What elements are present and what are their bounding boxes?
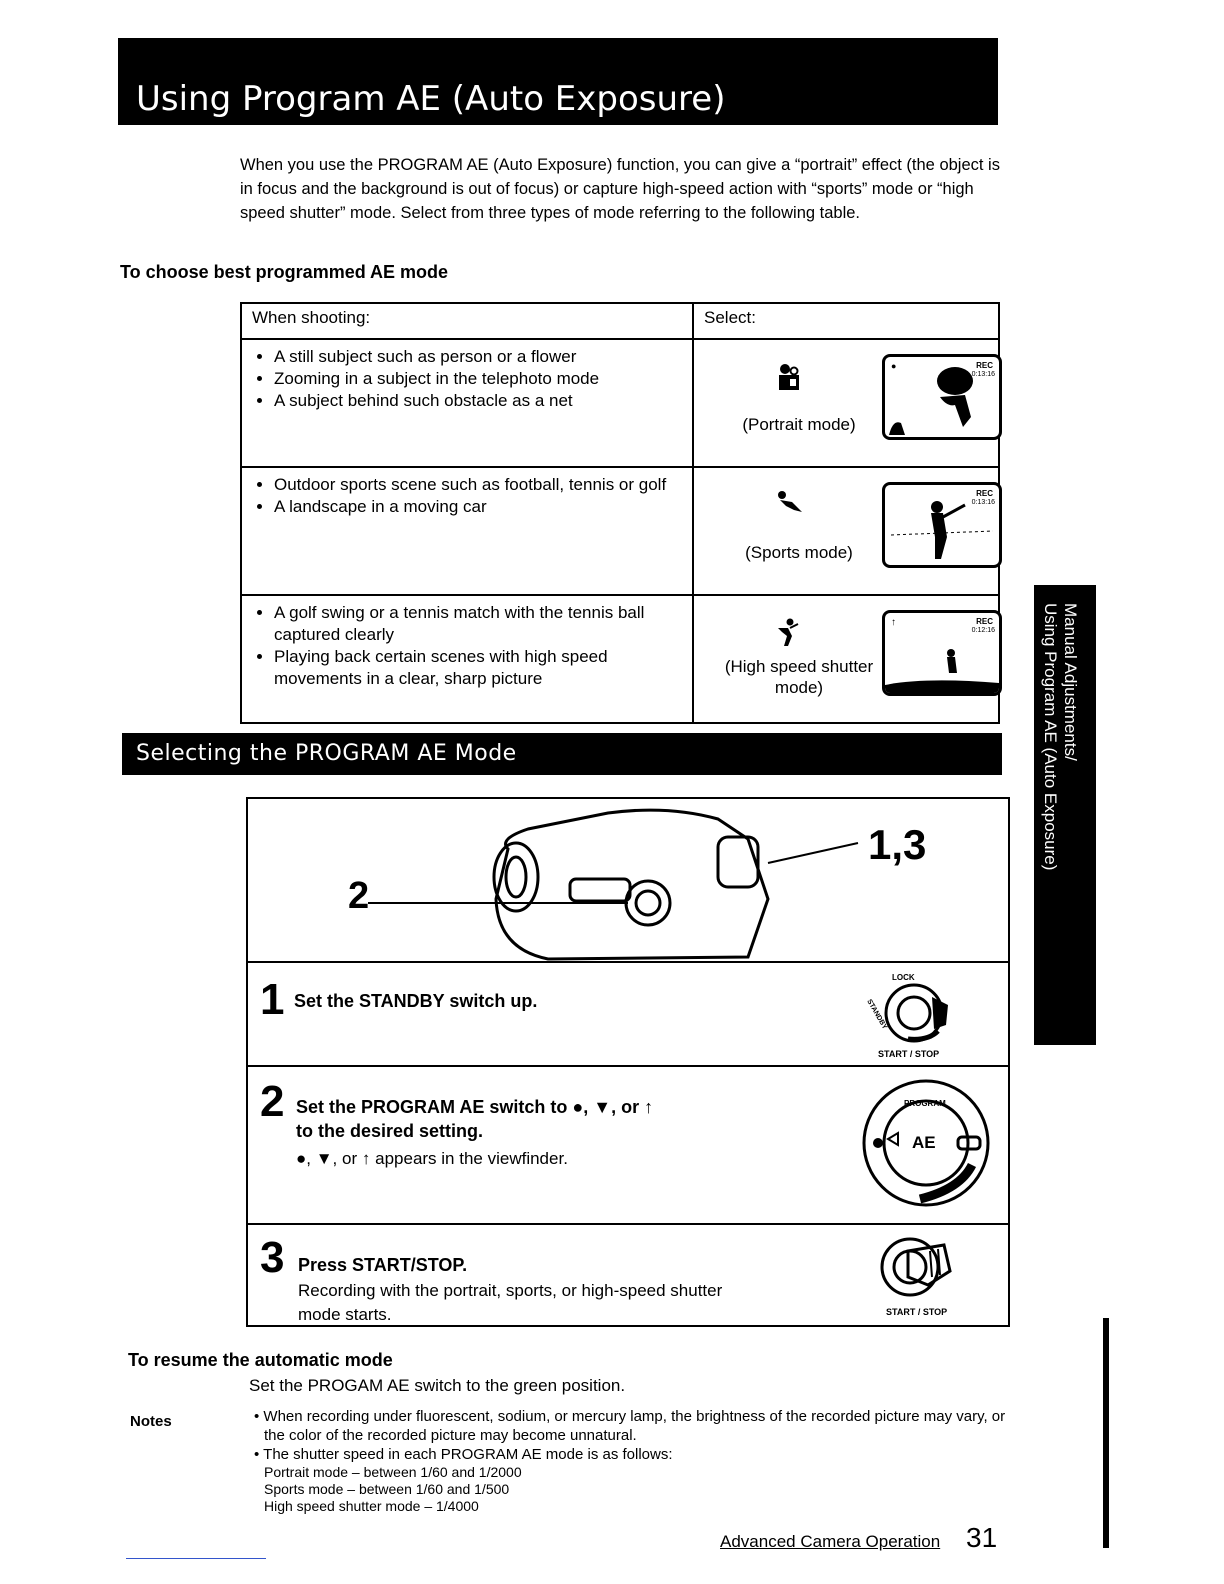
sports-icon: ▼, <box>593 1097 617 1117</box>
portrait-viewfinder-thumb <box>882 354 1002 440</box>
list-item: • Outdoor sports scene such as football, tennis or golf <box>274 474 682 496</box>
page-title: Using Program AE (Auto Exposure) <box>136 79 726 119</box>
time-label: 0:12:16 <box>971 627 995 634</box>
note-item: • The shutter speed in each PROGRAM AE mode is as follows: <box>254 1446 673 1463</box>
list-item: • Playing back certain scenes with high speed movements in a clear, sharp picture <box>274 646 682 690</box>
program-label: PROGRAM <box>904 1099 946 1108</box>
ae-mode-table <box>240 302 1000 724</box>
list-item: • Zooming in a subject in the telephoto mode <box>274 368 682 390</box>
header-when-shooting: When shooting: <box>241 303 693 339</box>
start-stop-button-icon[interactable] <box>868 1227 958 1309</box>
notes-list <box>254 1407 1014 1515</box>
margin-rule <box>1103 1318 1109 1548</box>
high-speed-icon: ↑ <box>361 1149 371 1168</box>
intro-paragraph: When you use the PROGRAM AE (Auto Exposure) function, you can give a “portrait” effect (the object is in focus and the background is out of focus) or capture high-speed action with “sports” mode or “high speed shutter” mode. Select from three types of mode referring to the following table. <box>240 156 1000 222</box>
bottom-rule <box>126 1558 266 1559</box>
shutter-speed-sports: Sports mode – between 1/60 and 1/500 <box>264 1481 510 1497</box>
rec-label: REC <box>976 361 993 370</box>
side-tab-line2: Using Program AE (Auto Exposure) <box>1041 603 1060 871</box>
step-2-subtext: ●, ▼, or ↑ appears in the viewfinder. <box>296 1149 568 1168</box>
page-number: 31 <box>966 1522 998 1553</box>
notes-heading: Notes <box>130 1413 172 1430</box>
standby-label: STANDBY <box>865 998 889 1031</box>
list-item: • A still subject such as person or a flower <box>274 346 682 368</box>
step-1-text: Set the STANDBY switch up. <box>294 991 538 1011</box>
rec-label: REC <box>976 617 993 626</box>
sports-icon: ▼, <box>315 1149 338 1168</box>
high-speed-viewfinder-thumb <box>882 610 1002 696</box>
start-stop-label: START / STOP <box>886 1307 948 1317</box>
title-bar <box>118 38 998 125</box>
footer-section-name: Advanced Camera Operation <box>720 1532 941 1551</box>
time-label: 0:13:16 <box>971 371 995 378</box>
step-3-text: Press START/STOP. <box>298 1255 468 1275</box>
step-2-text-line2: to the desired setting. <box>296 1121 484 1141</box>
header-select: Select: <box>693 303 999 339</box>
callout-1-3: 1,3 <box>868 821 927 868</box>
portrait-icon: ●, <box>572 1097 589 1117</box>
portrait-mini-icon: ● <box>891 361 897 371</box>
resume-heading: To resume the automatic mode <box>128 1350 393 1370</box>
table-row <box>241 595 999 723</box>
step-1-number: 1 <box>260 975 285 1024</box>
step-2-number: 2 <box>260 1077 285 1126</box>
mode-label-high-speed: (High speed shutter mode) <box>724 657 874 697</box>
shooting-list <box>252 474 682 518</box>
table-row <box>241 467 999 595</box>
ae-label: AE <box>912 1133 936 1152</box>
step-2-text: Set the PROGRAM AE switch to ●, ▼, or ↑ <box>296 1097 654 1117</box>
chapter-side-tab <box>1034 585 1096 1045</box>
rec-label: REC <box>976 489 993 498</box>
step-3-subtext: Recording with the portrait, sports, or high-speed shutter mode starts. <box>298 1281 723 1324</box>
shooting-list <box>252 346 682 412</box>
sports-viewfinder-thumb <box>882 482 1002 568</box>
table-header-row <box>241 303 999 339</box>
choose-heading: To choose best programmed AE mode <box>120 262 449 282</box>
lock-label: LOCK <box>892 973 915 982</box>
table-row <box>241 339 999 467</box>
step-3-number: 3 <box>260 1233 285 1282</box>
shutter-speed-high: High speed shutter mode – 1/4000 <box>264 1498 479 1514</box>
high-speed-icon <box>776 618 800 648</box>
high-speed-icon: ↑ <box>644 1097 654 1117</box>
mode-label-sports: (Sports mode) <box>745 543 853 562</box>
list-item: • A golf swing or a tennis match with the tennis ball captured clearly <box>274 602 682 646</box>
portrait-icon <box>776 362 802 392</box>
section-title: Selecting the PROGRAM AE Mode <box>136 741 517 766</box>
shooting-list <box>252 602 682 690</box>
section-title-bar <box>122 733 1002 775</box>
sports-icon <box>776 490 806 514</box>
mode-label-portrait: (Portrait mode) <box>742 415 856 434</box>
side-tab-line1: Manual Adjustments/ <box>1061 603 1080 761</box>
time-label: 0:13:16 <box>971 499 995 506</box>
high-speed-mini-icon: ↑ <box>891 617 896 628</box>
portrait-icon: ●, <box>296 1149 311 1168</box>
callout-2: 2 <box>348 875 370 917</box>
list-item: • A landscape in a moving car <box>274 496 682 518</box>
list-item: • A subject behind such obstacle as a net <box>274 390 682 412</box>
note-item: • When recording under fluorescent, sodium, or mercury lamp, the brightness of the recorded picture may vary, or the color of the recorded picture may become unnatural. <box>254 1408 1006 1444</box>
start-stop-label: START / STOP <box>878 1049 940 1059</box>
resume-text: Set the PROGAM AE switch to the green position. <box>249 1376 626 1395</box>
shutter-speed-portrait: Portrait mode – between 1/60 and 1/2000 <box>264 1464 522 1480</box>
steps-box <box>246 797 1010 1327</box>
